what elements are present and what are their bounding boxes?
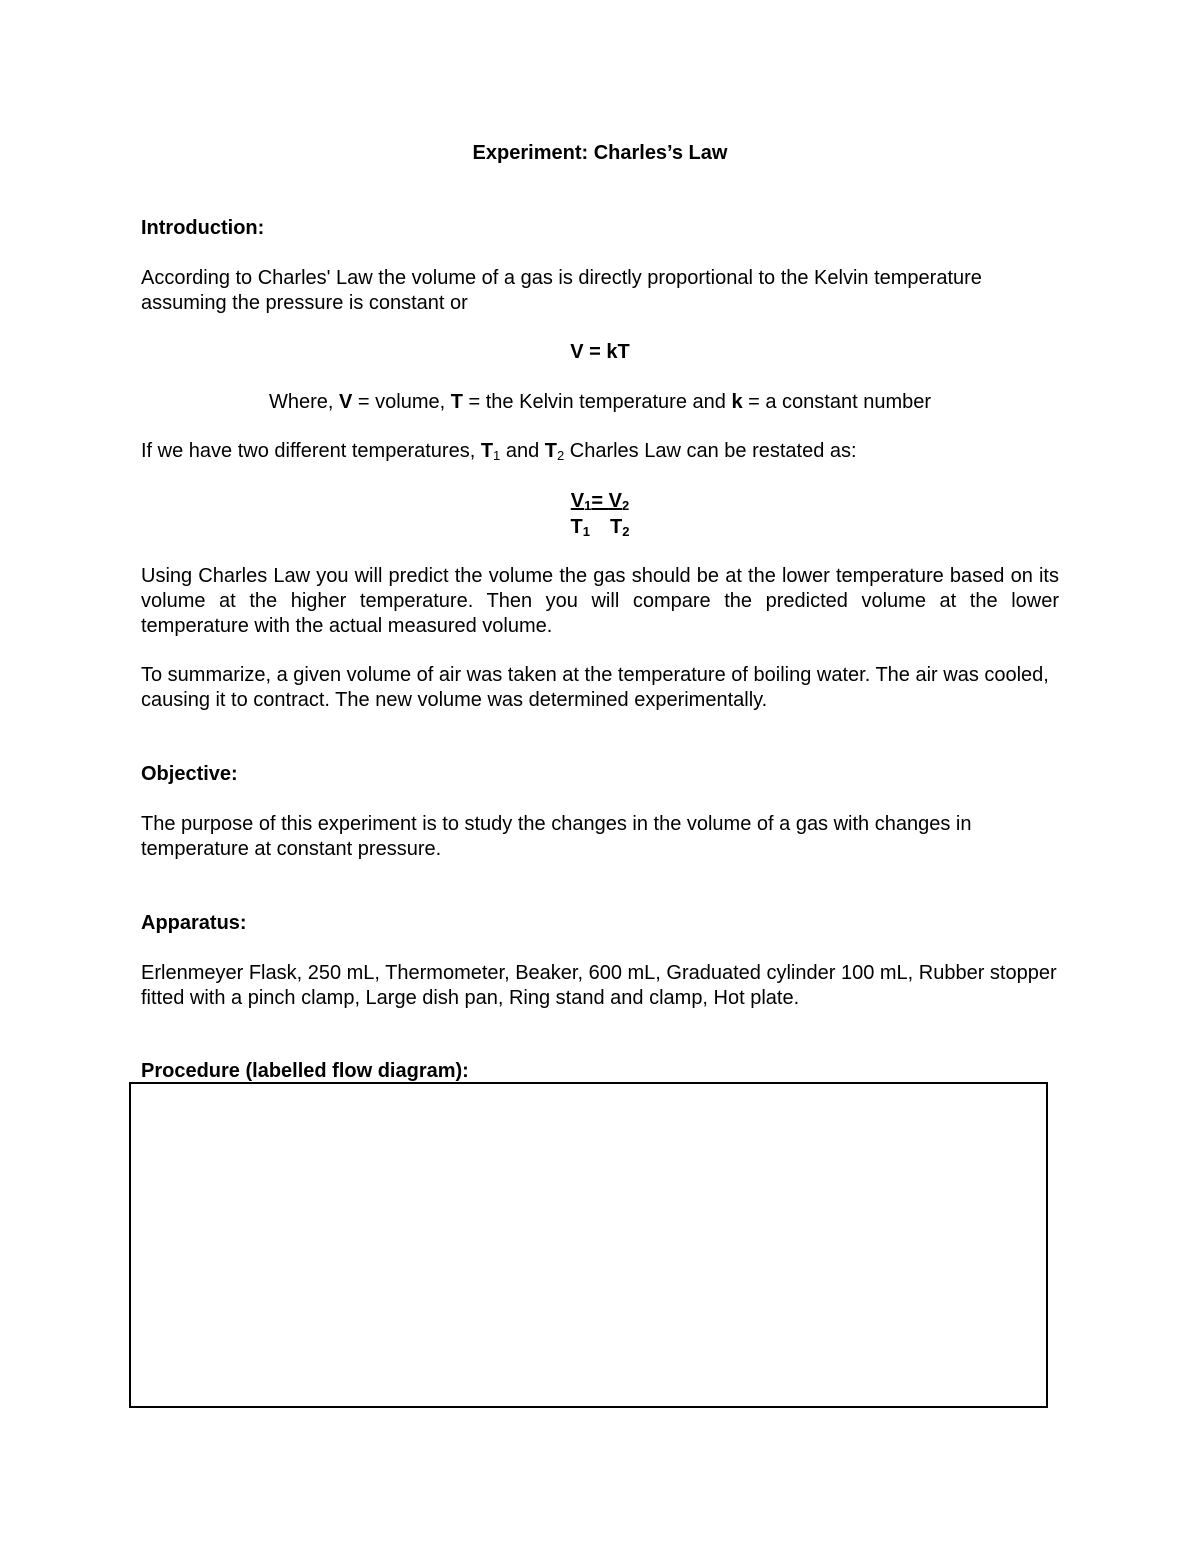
- objective-heading: Objective:: [141, 763, 238, 785]
- apparatus-text: Erlenmeyer Flask, 250 mL, Thermometer, Beaker, 600 mL, Graduated cylinder 100 mL, Rubber stopper fitted with a pinch clamp, Large dish pan, Ring stand and clamp, Hot plate.: [141, 962, 1057, 1009]
- fraction-denominator: $T_1$ $T_2$: [570, 516, 630, 539]
- objective-text: The purpose of this experiment is to study the changes in the volume of a gas with changes in temperature at constant pressure.: [141, 813, 972, 860]
- fraction-numerator: $V_1= V_2$: [570, 490, 630, 513]
- summary-paragraph: To summarize, a given volume of air was taken at the temperature of boiling water. The air was cooled, causing it to contract. The new volume was determined experimentally.: [141, 664, 1049, 711]
- procedure-diagram-box: [129, 1082, 1048, 1408]
- apparatus-heading: Apparatus:: [141, 912, 247, 934]
- charles-law-equation: V = kT: [570, 341, 630, 363]
- prediction-paragraph: Using Charles Law you will predict the volume the gas should be at the lower temperature based on its volume at the higher temperature. Then you will compare the predicted volume at the lower temperature with the actual measured volume.: [141, 565, 1059, 637]
- equation-definitions: Where, V = volume, T = the Kelvin temperature and k = a constant number: [268, 391, 932, 413]
- procedure-heading: Procedure (labelled flow diagram):: [141, 1060, 469, 1082]
- page-title: Experiment: Charles’s Law: [472, 142, 728, 164]
- two-temperatures-sentence: If we have two different temperatures, $T_1$ and $T_2$ Charles Law can be restated as:: [141, 440, 857, 463]
- introduction-heading: Introduction:: [141, 217, 265, 239]
- intro-paragraph: According to Charles' Law the volume of a gas is directly proportional to the Kelvin temperature assuming the pressure is constant or: [141, 267, 982, 314]
